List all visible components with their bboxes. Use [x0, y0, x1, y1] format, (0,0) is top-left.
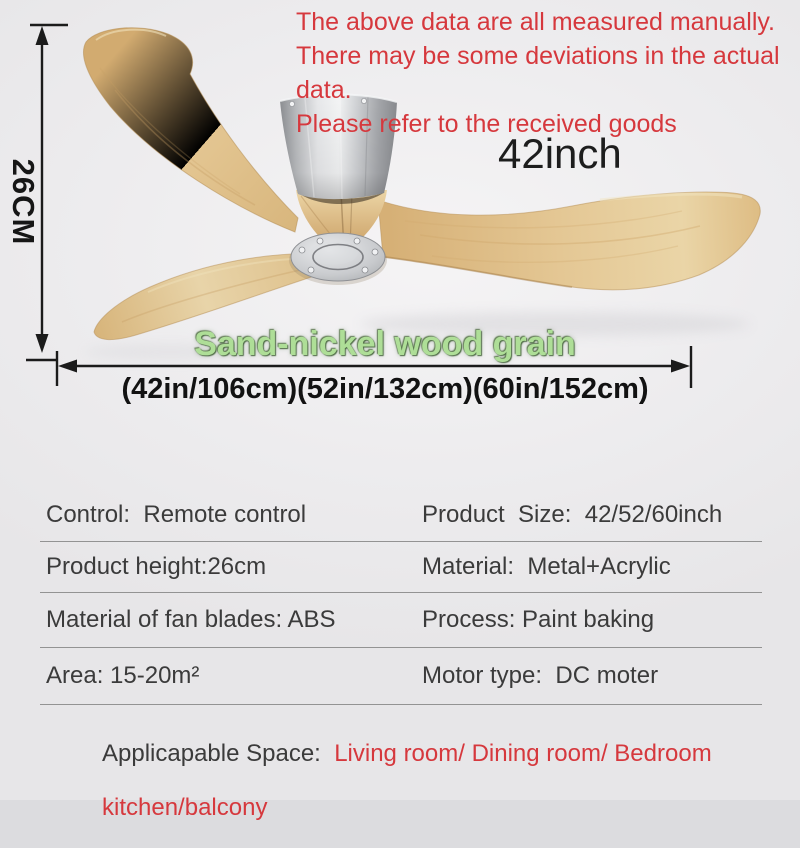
spec-product-size: Product Size: 42/52/60inch	[422, 501, 723, 528]
hub-screw	[308, 267, 314, 273]
hub-screw	[362, 267, 368, 273]
spec-area: Area: 15-20m²	[46, 662, 200, 689]
applicable-space-value-line2: kitchen/balcony	[102, 794, 268, 821]
spec-blade-material: Material of fan blades: ABS	[46, 606, 336, 633]
hub-screw	[372, 249, 378, 255]
disclaimer-line-1: The above data are all measured manually.	[296, 8, 775, 36]
spec-row-control	[40, 489, 762, 542]
disclaimer-line-2: There may be some deviations in the actual data.	[296, 42, 780, 104]
spec-row-area	[40, 648, 762, 705]
spec-product-height: Product height:26cm	[46, 553, 267, 580]
applicable-space-label: Applicapable Space:	[102, 740, 335, 767]
hub-screw	[317, 238, 323, 244]
spec-row-height	[40, 542, 762, 593]
height-dimension-label: 26CM	[6, 158, 41, 246]
diameter-dimension-label: (42in/106cm)(52in/132cm)(60in/152cm)	[121, 373, 649, 405]
fan-blade-upper-left	[83, 28, 298, 232]
disclaimer-line-3: Please refer to the received goods	[296, 110, 677, 138]
spec-table	[40, 489, 762, 848]
spec-motor-type: Motor type: DC moter	[422, 662, 659, 689]
spec-material: Material: Metal+Acrylic	[422, 553, 671, 580]
applicable-space-value-line1: Living room/ Dining room/ Bedroom	[334, 740, 712, 767]
hub-screw	[354, 238, 360, 244]
spec-control: Control: Remote control	[46, 501, 307, 528]
spec-process: Process: Paint baking	[422, 606, 655, 633]
hub-screw	[299, 247, 305, 253]
fan-hub-cap	[289, 233, 387, 285]
fan-blade-right	[378, 192, 760, 290]
spec-applicable-space	[40, 705, 762, 848]
disclaimer-text	[296, 5, 800, 141]
housing-screw	[289, 101, 294, 106]
finish-name-label: Sand-nickel wood grain	[194, 325, 576, 363]
spec-row-blade-material	[40, 593, 762, 648]
size-callout: 42inch	[498, 130, 622, 177]
